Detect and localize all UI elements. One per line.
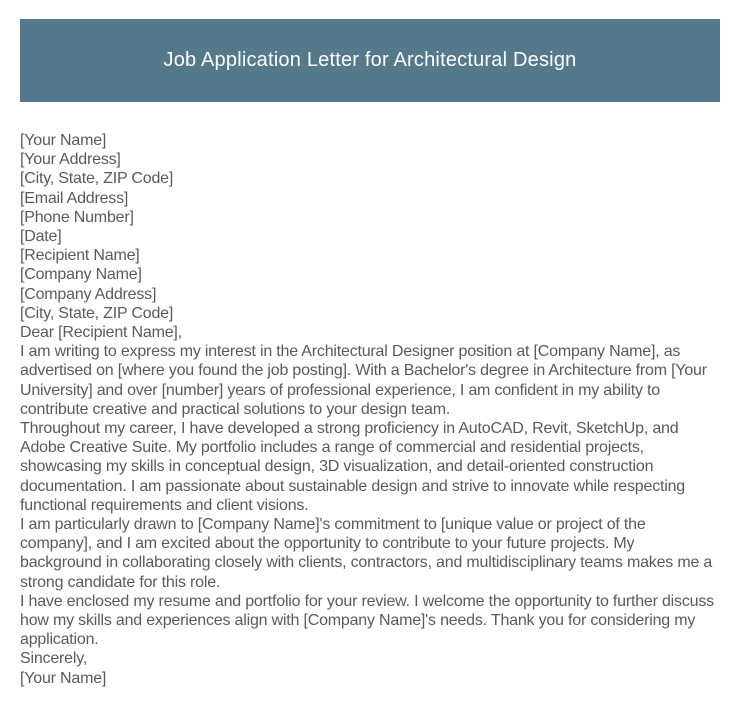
letter-paragraph-motivation: I am particularly drawn to [Company Name]'s commitment to [unique value or project of the company], and I am excited about the opportunity to contribute to your future projects. My background in collaborating closely with clients, contractors, and multidisciplinary teams makes me a strong candidate for this role. — [20, 516, 713, 591]
sender-city-line: [City, State, ZIP Code] — [20, 170, 174, 188]
sender-email-line: [Email Address] — [20, 189, 129, 207]
letter-paragraph-intro: I am writing to express my interest in the Architectural Designer position at [Company Name], as advertised on [where you found the job posting]. With a Bachelor's degree in Architecture from [Your University] and over [number] years of professional experience, I am confident in my ability to contribute creative and practical solutions to your design team. — [20, 343, 707, 418]
signature-line: [Your Name] — [20, 669, 107, 687]
letter-paragraph-closing: I have enclosed my resume and portfolio for your review. I welcome the opportunity to further discuss how my skills and experiences align with [Company Name]'s needs. Thank you for considering my application. — [20, 592, 714, 649]
letter-body — [20, 131, 720, 688]
recipient-address-line: [Company Address] — [20, 285, 157, 303]
letter-paragraph-skills: Throughout my career, I have developed a strong proficiency in AutoCAD, Revit, SketchUp, and Adobe Creative Suite. My portfolio includes a range of commercial and residential projects, showcasing my skills in conceptual design, 3D visualization, and detail-oriented construction documentation. I am passionate about sustainable design and strive to innovate while respecting functional requirements and client visions. — [20, 420, 685, 514]
recipient-city-line: [City, State, ZIP Code] — [20, 304, 174, 322]
title-banner — [20, 19, 720, 102]
sender-phone-line: [Phone Number] — [20, 208, 134, 226]
sender-name-line: [Your Name] — [20, 132, 107, 149]
page-title: Job Application Letter for Architectural Design — [163, 49, 577, 71]
date-line: [Date] — [20, 228, 62, 246]
recipient-name-line: [Recipient Name] — [20, 247, 140, 265]
recipient-company-line: [Company Name] — [20, 266, 142, 284]
closing-line: Sincerely, — [20, 650, 88, 668]
sender-address-line: [Your Address] — [20, 151, 121, 169]
salutation-line: Dear [Recipient Name], — [20, 324, 182, 342]
